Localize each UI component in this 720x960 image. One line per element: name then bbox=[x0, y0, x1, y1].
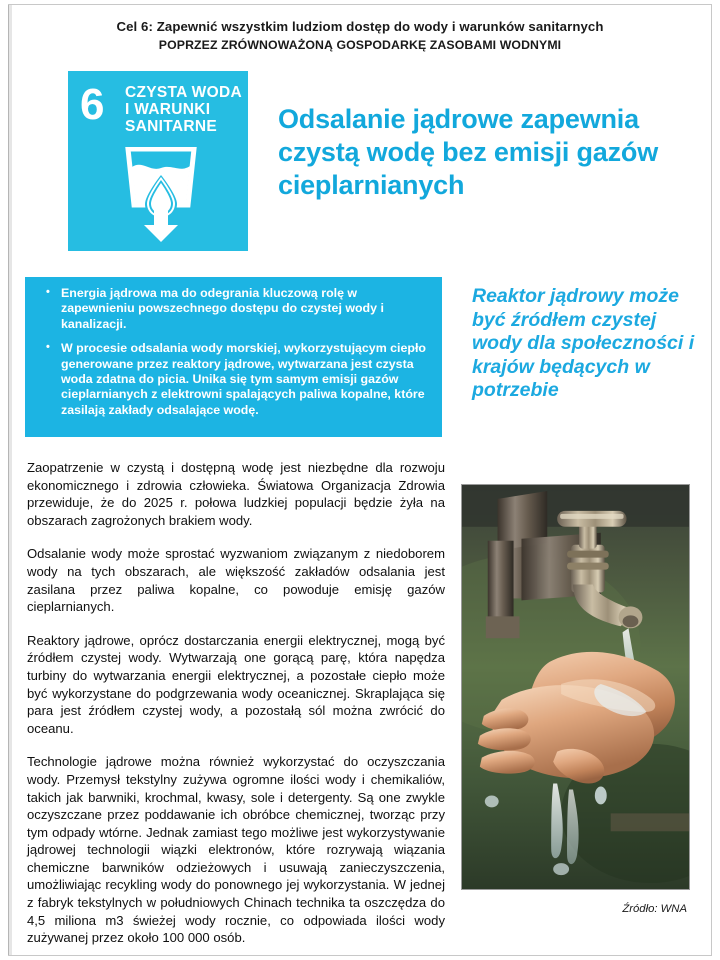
key-points-box bbox=[25, 277, 442, 437]
header-line-2: POPRZEZ ZRÓWNOWAŻONĄ GOSPODARKĘ ZASOBAMI WODNYMI bbox=[158, 38, 562, 52]
sdg-goal-number: 6 bbox=[80, 80, 105, 129]
sdg-goal-title: CZYSTA WODA I WARUNKI SANITARNE bbox=[125, 84, 242, 135]
body-paragraph: Odsalanie wody może sprostać wyzwaniom związanym z niedoborem wody na tych obszarach, ale większość zakładów odsalania jest zasilana przez paliwa kopalne, co powoduje emisję gazów cieplarnianych. bbox=[27, 546, 445, 615]
water-glass-droplet-arrow-icon bbox=[118, 147, 204, 243]
key-points-list bbox=[39, 286, 430, 418]
pull-quote: Reaktor jądrowy może być źródłem czystej wody dla społeczności i krajów będących w potrzebie bbox=[472, 285, 695, 401]
page-frame-bottom bbox=[8, 955, 712, 956]
body-paragraph: Zaopatrzenie w czystą i dostępną wodę jest niezbędne dla rozwoju ekonomicznego i zdrowia człowieka. Światowa Organizacja Zdrowia przewiduje, że do 2025 r. połowa ludzkiej populacji będzie żyła na obszarach zagrożonych brakiem wody. bbox=[27, 460, 445, 528]
tap-water-hands-photo bbox=[461, 484, 690, 890]
list-item: • Energia jądrowa ma do odegrania kluczową rolę w zapewnieniu powszechnego dostępu do czystej wody i kanalizacji. bbox=[39, 286, 430, 332]
photo-caption: Źródło: WNA bbox=[622, 903, 687, 915]
page-frame-left-shadow bbox=[9, 4, 12, 956]
page-frame-top bbox=[8, 4, 712, 5]
page-header bbox=[60, 17, 660, 55]
body-paragraph: Technologie jądrowe można również wykorzystać do oczyszczania wody. Przemysł tekstylny zużywa ogromne ilości wody i chemikaliów, takich jak barwniki, krochmal, kwasy, sole i detergenty. Są one zwykle oczyszczane przez poddawanie ich obróbce chemicznej, tworząc przy tym odpady wtórne. Jednak zamiast tego możliwe jest wykorzystywanie jądrowej technologii wiązki elektronów, które rozrywają wiązania chemiczne barwników odzieżowych i usuwają zanieczyszczenia, umożliwiając recykling wody do ponownego jej wykorzystania. W jednej z fabryk tekstylnych w południowych Chinach technika ta oszczędza do 4,5 miliona m3 świeżej wody rocznie, co odpowiada ilości wody zużywanej przez około 100 000 osób. bbox=[27, 754, 445, 946]
article-body bbox=[27, 459, 445, 947]
page-frame-right bbox=[711, 4, 712, 956]
header-line-1: Cel 6: Zapewnić wszystkim ludziom dostęp do wody i warunków sanitarnych bbox=[116, 19, 604, 34]
page-title: Odsalanie jądrowe zapewnia czystą wodę bez emisji gazów cieplarnianych bbox=[278, 104, 659, 200]
list-item: • W procesie odsalania wody morskiej, wykorzystującym ciepło generowane przez reaktory jądrowe, wytwarzana jest czysta woda zdatna do picia. Unika się tym samym emisji gazów cieplarnianych z elektrowni spalających paliwa kopalne, które zasilają zakłady odsalające wodę. bbox=[39, 341, 430, 418]
body-paragraph: Reaktory jądrowe, oprócz dostarczania energii elektrycznej, mogą być źródłem czystej wody. Wytwarzają one gorącą parę, która napędza turbiny do wytwarzania energii elektrycznej, a pozostałe ciepło może być wykorzystane do podgrzewania wody oceanicznej. Skraplająca się para jest źródłem czystej wody, a pozostałą sól można zwrócić do oceanu. bbox=[27, 632, 445, 736]
sdg-goal-6-logo bbox=[68, 71, 248, 251]
